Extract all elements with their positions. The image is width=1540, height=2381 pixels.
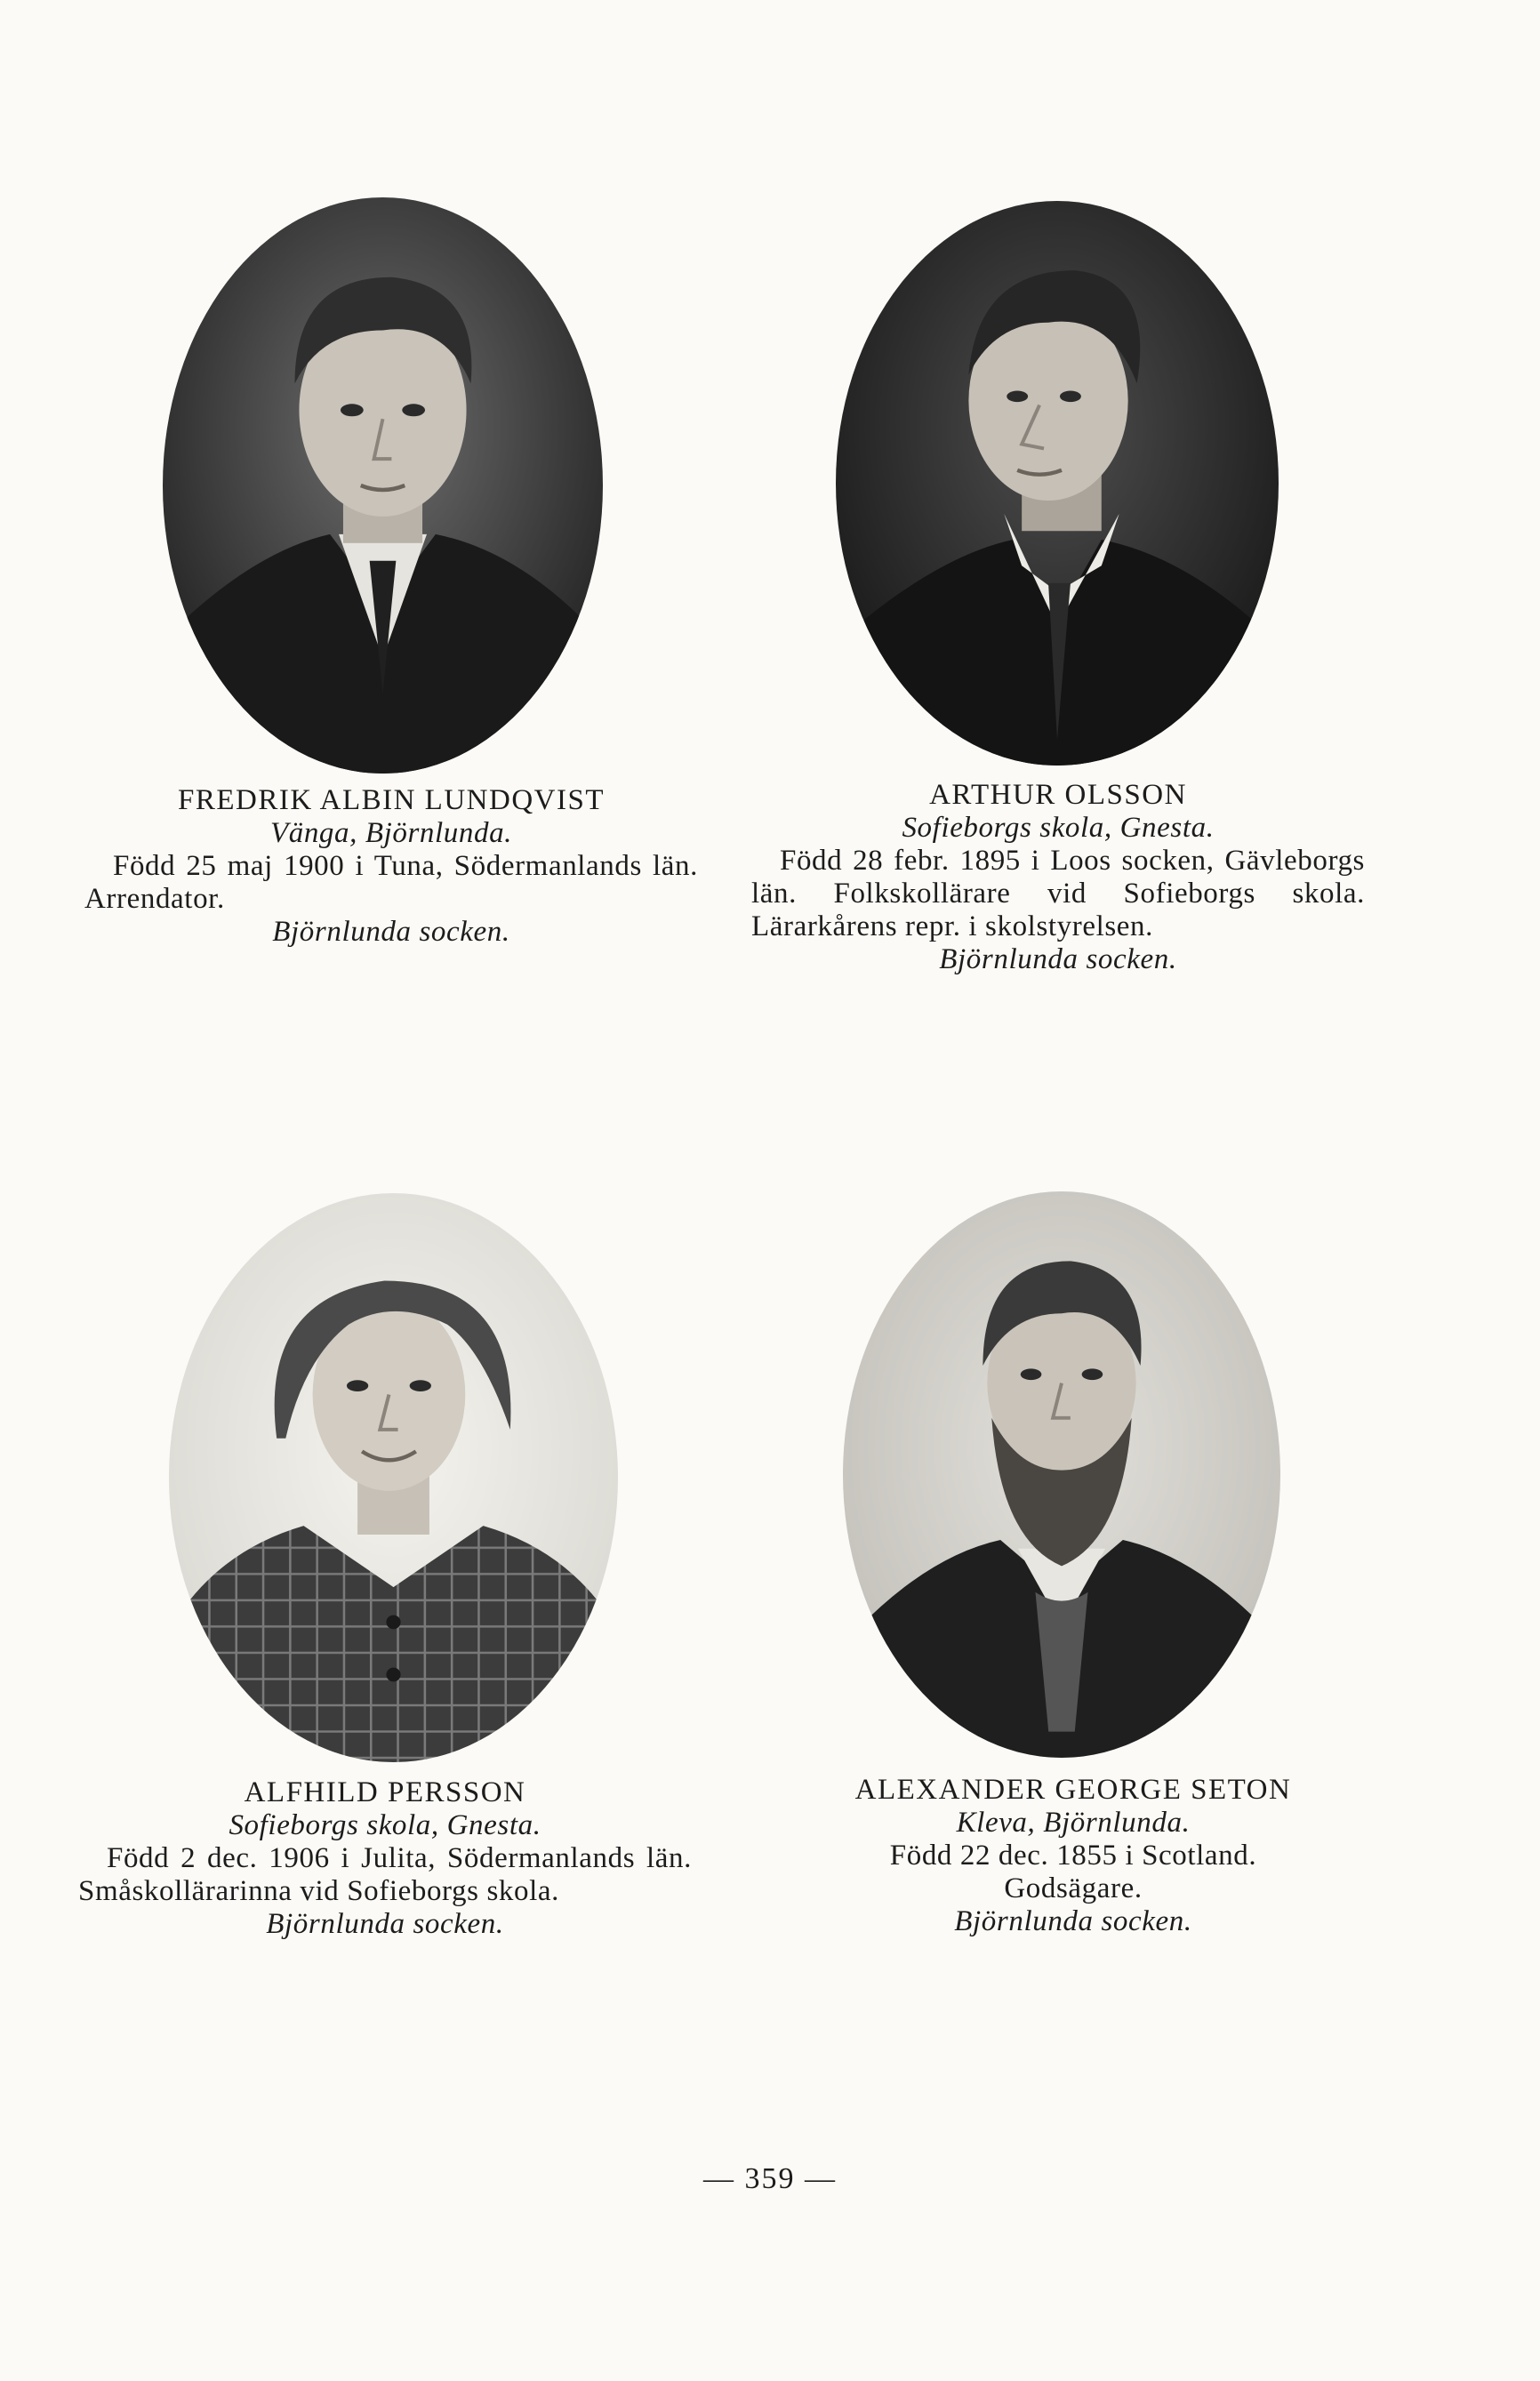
page-number: — 359 — — [703, 2162, 837, 2195]
person-parish: Björnlunda socken. — [939, 943, 1177, 975]
portrait-photo — [836, 201, 1279, 766]
person-biography: Född 28 febr. 1895 i Loos socken, Gävleborgs län. Folkskollärare vid Sofieborgs skola. Lärarkårens repr. i skolstyrelsen. — [751, 845, 1365, 942]
portrait-photo — [163, 197, 603, 774]
person-residence: Sofieborgs skola, Gnesta. — [229, 1809, 541, 1841]
person-parish: Björnlunda socken. — [954, 1905, 1192, 1937]
person-parish: Björnlunda socken. — [266, 1908, 504, 1940]
person-name: FREDRIK ALBIN LUNDQVIST — [178, 784, 605, 816]
person-parish: Björnlunda socken. — [272, 916, 510, 948]
person-biography: Född 25 maj 1900 i Tuna, Södermanlands län. Arrendator. — [84, 850, 698, 915]
person-residence: Sofieborgs skola, Gnesta. — [902, 812, 1215, 844]
caption-alexander-george-seton — [766, 1774, 1380, 1938]
caption-alfhild-persson — [78, 1776, 692, 1941]
person-name: ALFHILD PERSSON — [244, 1776, 526, 1808]
person-biography-line: Född 22 dec. 1855 i Scotland. — [889, 1840, 1257, 1872]
portrait-arthur-olsson — [836, 201, 1279, 766]
person-occupation: Godsägare. — [1004, 1872, 1143, 1904]
portrait-fredrik-albin-lundqvist — [163, 197, 603, 774]
person-residence: Vänga, Björnlunda. — [269, 817, 513, 849]
portrait-photo — [169, 1193, 618, 1762]
portrait-alexander-george-seton — [843, 1191, 1280, 1758]
person-name: ARTHUR OLSSON — [929, 779, 1187, 811]
person-biography: Född 2 dec. 1906 i Julita, Södermanlands län. Småskollärarinna vid Sofieborgs skola. — [78, 1842, 692, 1907]
person-residence: Kleva, Björnlunda. — [956, 1807, 1191, 1839]
caption-fredrik-albin-lundqvist — [84, 784, 698, 949]
portrait-alfhild-persson — [169, 1193, 618, 1762]
caption-arthur-olsson — [751, 779, 1365, 976]
person-name: ALEXANDER GEORGE SETON — [854, 1774, 1292, 1806]
portrait-photo — [843, 1191, 1280, 1758]
